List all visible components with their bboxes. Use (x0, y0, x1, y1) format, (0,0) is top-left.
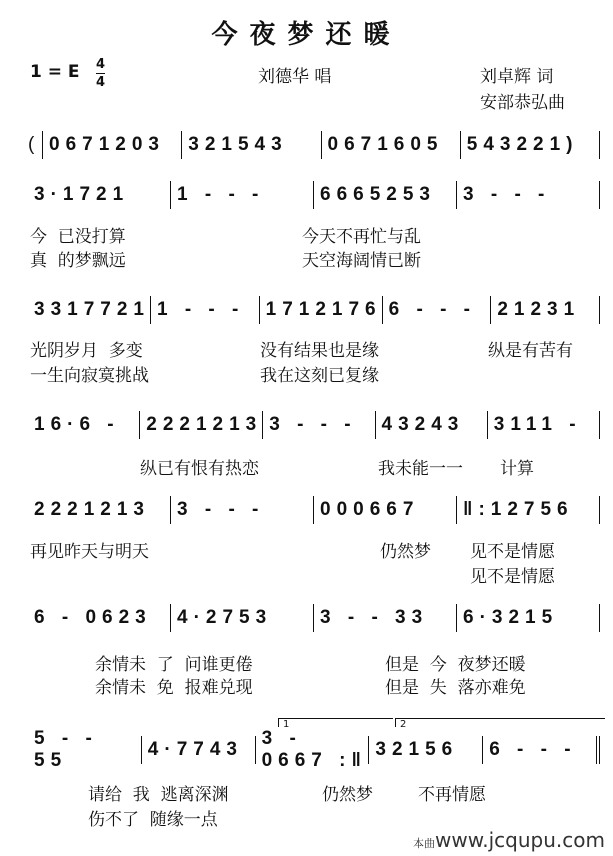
lyric: 见不是情愿 (470, 567, 555, 587)
measure: 21231 (490, 296, 600, 324)
volta-1: 1 (278, 718, 393, 727)
measure: 3317721 (34, 299, 150, 320)
notation-row (28, 495, 600, 525)
measure: 4·7743 (141, 736, 255, 764)
measure: 3 - - - (170, 496, 313, 524)
measure: ‖:12756 (456, 496, 600, 524)
lyric: 余情未 了 问谁更倦 (95, 655, 253, 675)
lyric: 纵是有苦有 (488, 341, 573, 361)
measure: 4·2753 (170, 604, 313, 632)
lyric: 见不是情愿 (470, 542, 555, 562)
lyric: 纵已有恨有热恋 (140, 459, 259, 479)
measure: 3 - - - (456, 181, 600, 209)
measure: 3 - - - (262, 411, 374, 439)
volta-2: 2 (395, 718, 605, 727)
measure: 000667 (313, 496, 456, 524)
time-signature (96, 56, 105, 91)
notation-row (28, 728, 600, 771)
measure: 6665253 (313, 181, 456, 209)
key-signature: 1 = E (30, 62, 80, 82)
measure: 2221213 (34, 499, 150, 520)
lyric: 没有结果也是缘 (260, 341, 379, 361)
measure: 6 - - - (482, 736, 600, 764)
open-paren: ( (28, 134, 35, 155)
notation-row (28, 180, 600, 210)
measure: 1712176 (259, 296, 382, 324)
lyricist-credit: 刘卓辉 词 (480, 67, 554, 87)
lyric: 但是 今 夜梦还暖 (385, 655, 526, 675)
measure: 43243 (375, 411, 487, 439)
lyric: 今天不再忙与乱 (302, 227, 421, 247)
song-title: 今夜梦还暖 (211, 20, 402, 50)
measure: 3111 - (487, 411, 600, 439)
lyric: 计算 (500, 459, 534, 479)
measure: 0671605 (321, 131, 460, 159)
composer-credit: 安部恭弘曲 (480, 93, 565, 113)
measure: 6 - 0623 (34, 607, 152, 628)
lyric: 再见昨天与明天 (30, 542, 149, 562)
measure: 2221213 (139, 411, 262, 439)
lyric: 不再情愿 (418, 785, 486, 805)
lyric: 一生向寂寞挑战 (30, 366, 149, 386)
singer-credit: 刘德华 唱 (258, 67, 332, 87)
notation-row (28, 603, 600, 633)
time-top: 4 (96, 57, 106, 72)
notation-row (28, 295, 600, 325)
measure: 321543 (181, 131, 320, 159)
lyric: 余情未 免 报难兑现 (95, 678, 253, 698)
measure: 5 - - 55 (34, 728, 98, 771)
lyric: 天空海阔情已断 (302, 251, 421, 271)
time-bottom: 4 (96, 75, 106, 90)
lyric: 但是 失 落亦难免 (385, 678, 526, 698)
measure: 32156 (368, 736, 482, 764)
lyric: 伤不了 随缘一点 (88, 810, 218, 830)
measure: 16·6 - (34, 414, 120, 435)
measure: 0671203 (42, 131, 181, 159)
lyric: 今 已没打算 (30, 227, 126, 247)
measure: 3 - 0667 :‖ (255, 736, 369, 764)
lyric: 我未能一一 (378, 459, 463, 479)
notation-row (28, 410, 600, 440)
watermark (413, 828, 605, 852)
lyric: 仍然梦 (322, 785, 373, 805)
lyric: 真 的梦飘远 (30, 251, 126, 271)
measure: 1 - - - (170, 181, 313, 209)
measure: 6·3215 (456, 604, 600, 632)
lyric: 我在这刻已复缘 (260, 366, 379, 386)
lyric: 光阴岁月 多变 (30, 341, 143, 361)
measure: 1 - - - (150, 296, 259, 324)
notation-row (28, 130, 600, 160)
watermark-prefix: 本曲 (413, 837, 436, 850)
measure: 3·1721 (34, 184, 130, 205)
measure: 3 - - 33 (313, 604, 456, 632)
lyric: 仍然梦 (380, 542, 431, 562)
measure: 6 - - - (382, 296, 491, 324)
lyric: 请给 我 逃离深渊 (88, 785, 229, 805)
measure: 543221) (460, 131, 600, 159)
watermark-site: www.jcqupu.com (435, 828, 605, 852)
